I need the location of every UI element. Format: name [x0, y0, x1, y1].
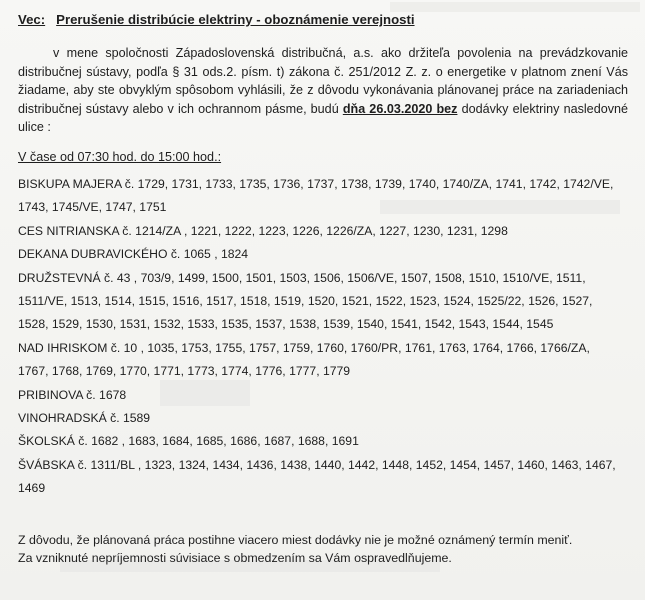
street-entry-line: PRIBINOVA č. 1678 [18, 387, 127, 402]
street-entry-line: 1767, 1768, 1769, 1770, 1771, 1773, 1774, 1776, 1777, 1779 [18, 364, 351, 379]
reverse-side-bleed [390, 2, 640, 12]
street-entry-line: 1511/VE, 1513, 1514, 1515, 1516, 1517, 1518, 1519, 1520, 1521, 1522, 1523, 1524, 1525/22, 1526, 1527, [18, 294, 593, 309]
street-entry-line: NAD IHRISKOM č. 10 , 1035, 1753, 1755, 1757, 1759, 1760, 1760/PR, 1761, 1763, 1764, 1766, 1766/ZA, [18, 340, 590, 355]
intro-text-before: v mene spoločnosti Západoslovenská distribučná, a.s. ako držiteľa povolenia na prevádzkovanie distribučnej sústavy, podľa § 31 ods.2. písm. t) zákona č. 251/2012 Z. z. o energetike v platnom znení Vás žiadame, aby ste obvyklým spôsobom vyhlásili, že z dôvodu vykonávania plánovanej práce na zariadeniach distribučnej sústavy alebo v ich ochrannom pásme, budú [18, 46, 628, 116]
closing-line-1: Z dôvodu, že plánovaná práca postihne viacero miest dodávky nie je možné oznámený termín meniť. [18, 533, 573, 547]
street-entry-line: DEKANA DUBRAVICKÉHO č. 1065 , 1824 [18, 247, 249, 262]
closing-paragraph [18, 531, 633, 567]
outage-time-heading: V čase od 07:30 hod. do 15:00 hod.: [18, 150, 222, 164]
street-entry-line: 1743, 1745/VE, 1747, 1751 [18, 200, 167, 215]
affected-streets-list [18, 173, 638, 501]
subject-label: Vec: [18, 12, 46, 27]
street-entry-line: ŠVÁBSKA č. 1311/BL , 1323, 1324, 1434, 1436, 1438, 1440, 1442, 1448, 1452, 1454, 1457, 1460, 1463, 1467, [18, 457, 616, 472]
intro-text-after: dodávky elektriny nasledovné ulice : [18, 101, 629, 134]
street-entry-line: 1469 [18, 481, 46, 496]
outage-date: dňa 26.03.2020 bez [342, 101, 458, 116]
street-entry-line: VINOHRADSKÁ č. 1589 [18, 411, 151, 426]
intro-paragraph [18, 44, 628, 137]
closing-line-2: Za vzniknuté nepríjemnosti súvisiace s obmedzením sa Vám ospravedlňujeme. [18, 551, 452, 565]
street-entry-line: CES NITRIANSKA č. 1214/ZA , 1221, 1222, 1223, 1226, 1226/ZA, 1227, 1230, 1231, 1298 [18, 223, 508, 238]
street-entry-line: DRUŽSTEVNÁ č. 43 , 703/9, 1499, 1500, 1501, 1503, 1506, 1506/VE, 1507, 1508, 1510, 1510/VE, 1511, [18, 270, 586, 285]
document-subject [18, 12, 415, 27]
street-entry-line: BISKUPA MAJERA č. 1729, 1731, 1733, 1735, 1736, 1737, 1738, 1739, 1740, 1740/ZA, 1741, 1742, 1742/VE, [18, 177, 614, 191]
street-entry-line: 1528, 1529, 1530, 1531, 1532, 1533, 1535, 1537, 1538, 1539, 1540, 1541, 1542, 1543, 1544, 1545 [18, 317, 554, 332]
street-entry-line: ŠKOLSKÁ č. 1682 , 1683, 1684, 1685, 1686, 1687, 1688, 1691 [18, 434, 359, 449]
subject-text: Prerušenie distribúcie elektriny - oboznámenie verejnosti [56, 12, 415, 27]
